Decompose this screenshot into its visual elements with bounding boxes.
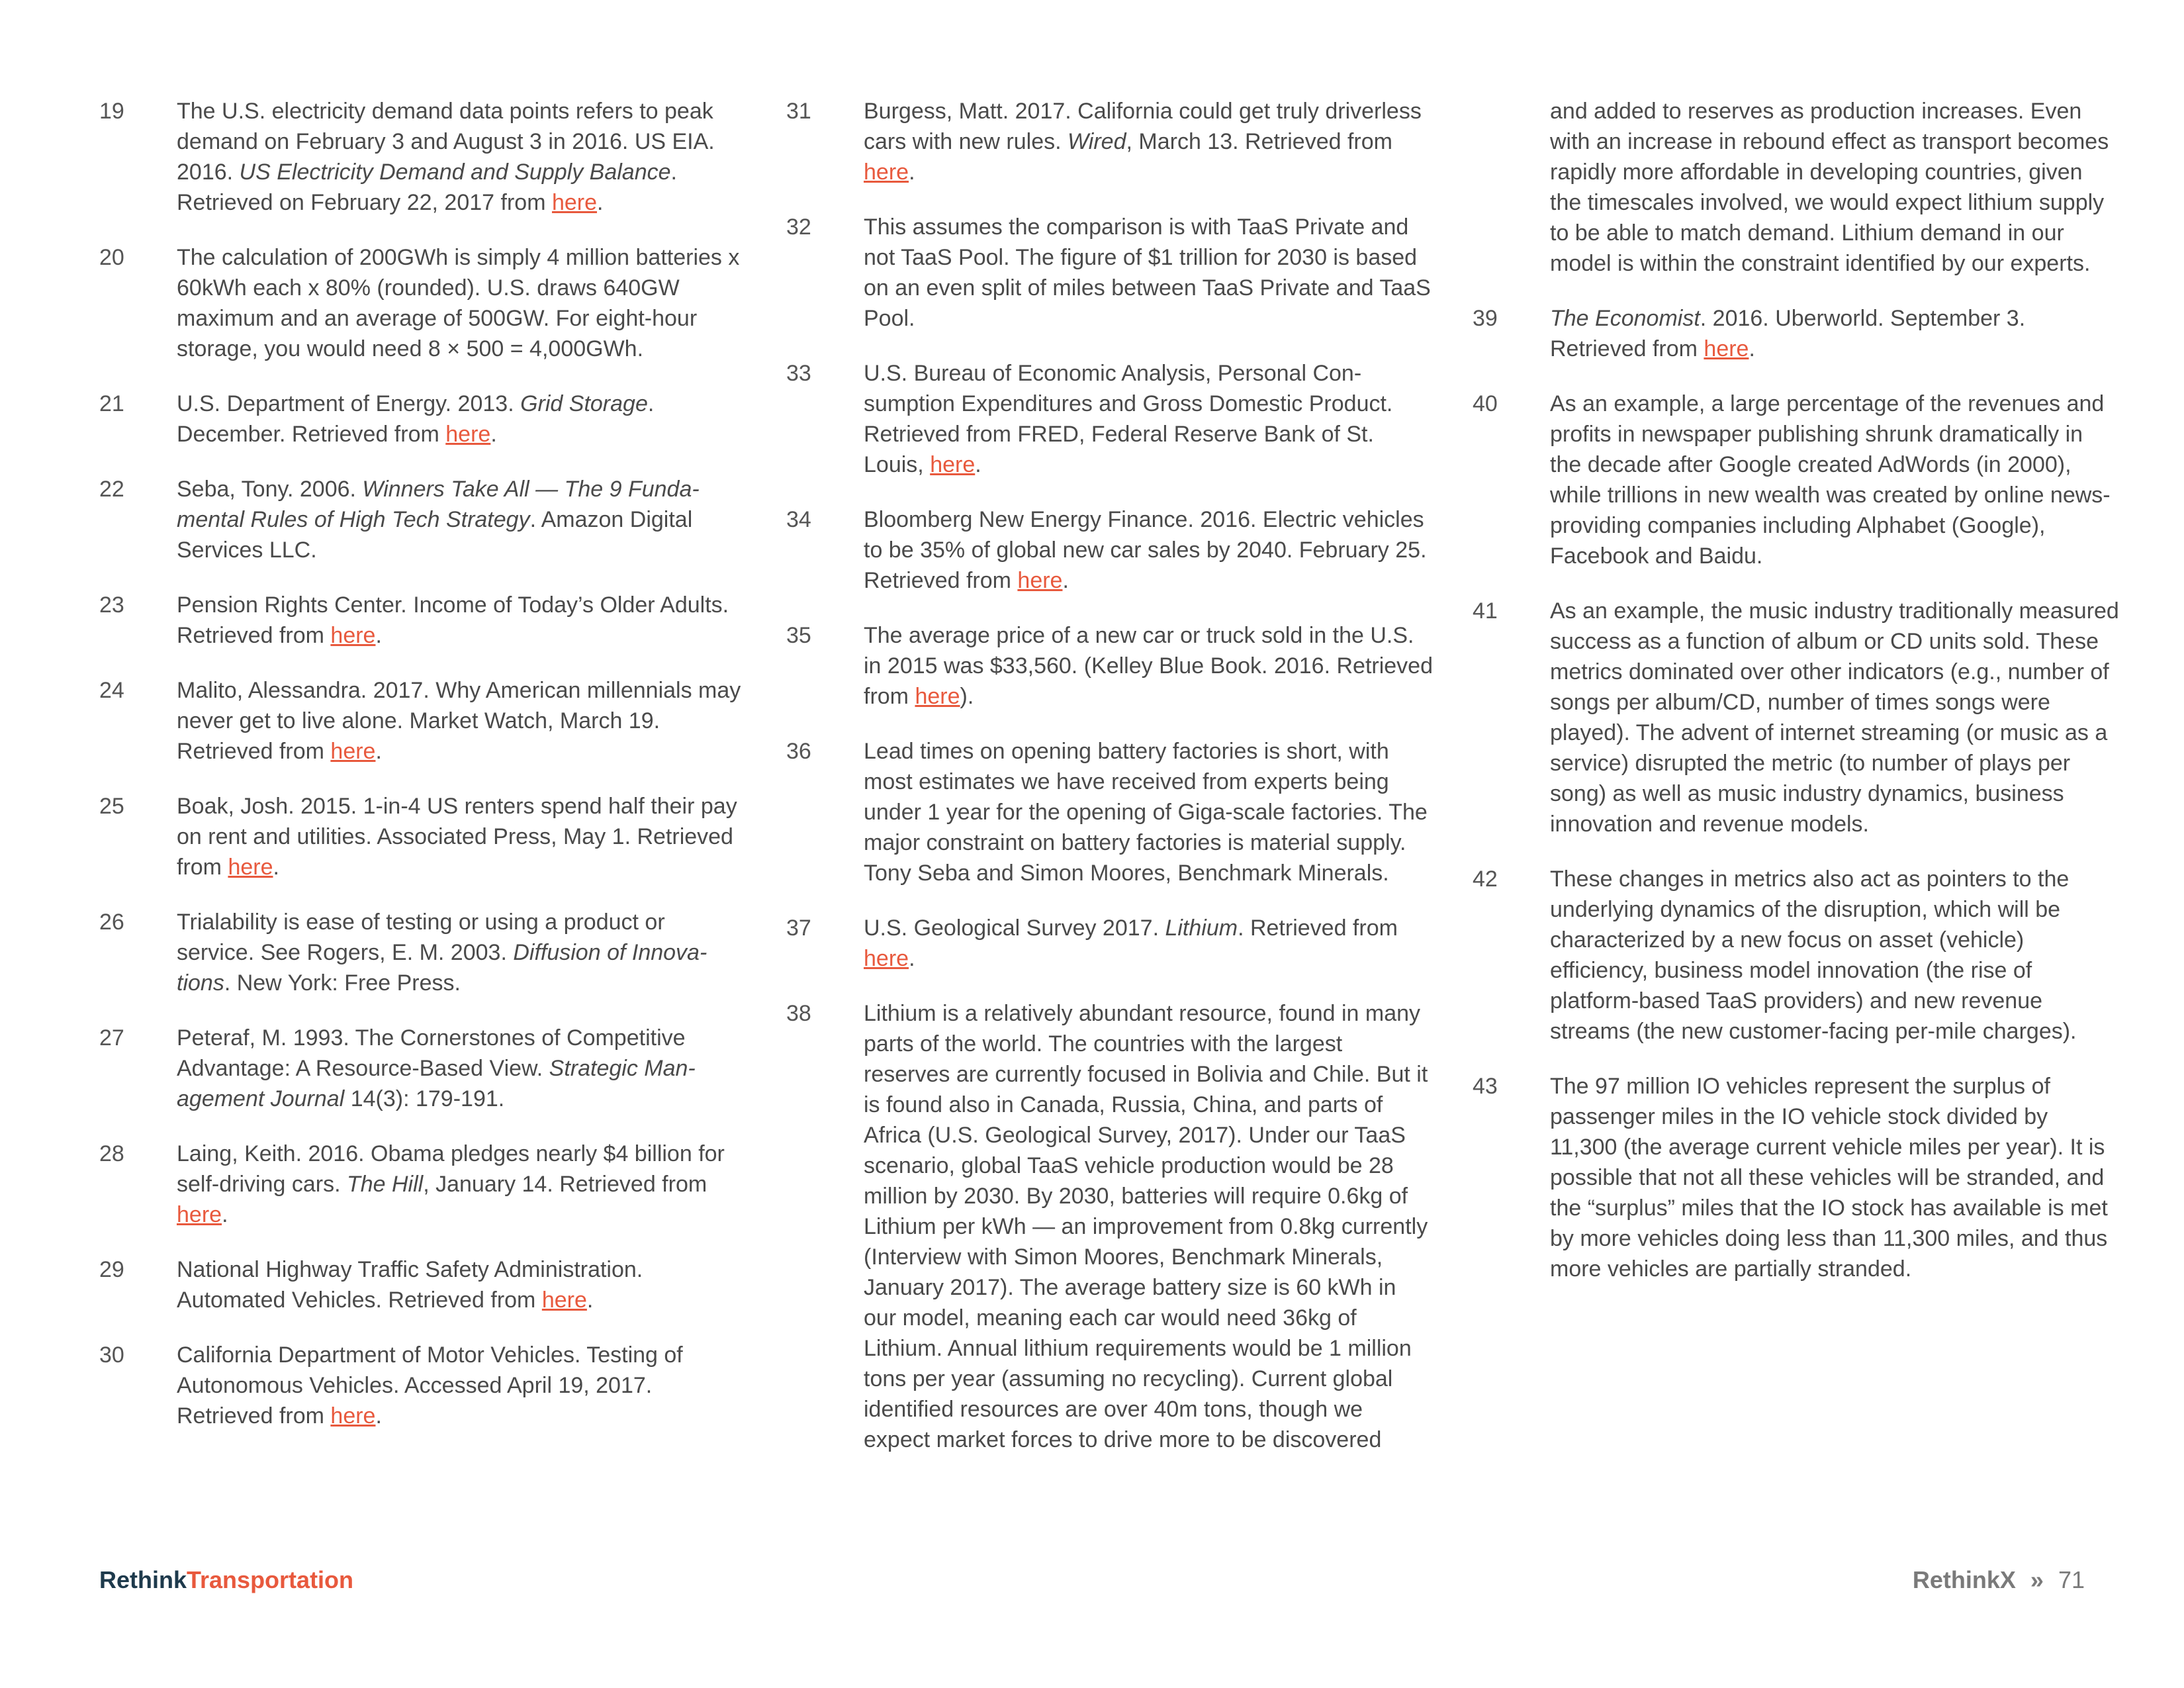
endnote-31: [786, 96, 1475, 187]
endnote-text: Peteraf, M. 1993. The Cornerstones of Competitive Advantage: A Resource-Based View. Strategic Management Journal 14(3): 179-191.: [177, 1025, 696, 1111]
endnote-32: [786, 212, 1475, 334]
endnote-text: Lithium is a relatively abundant resource, found in many parts of the world. The countries with the largest reserves are currently focused in Bolivia and Chile. But it is found also in Canada, Russia, China, and parts of Africa (U.S. Geological Survey, 2017). Under our TaaS scenario, global TaaS vehicle production would be 28 million by 2030. By 2030, batteries will require 0.6kg of Lithium per kWh — an improvement from 0.8kg currently (Interview with Simon Moores, Benchmark Minerals, January 2017). The average battery size is 60 kWh in our model, meaning each car would need 36kg of Lithium. Annual lithium requirements would be 1 million tons per year (assuming no recycling). Current global identified resources are over 40m tons, though we expect market forces to drive more to be discovered: [864, 1001, 1428, 1452]
endnote-number: 29: [99, 1257, 124, 1282]
endnote-number: 25: [99, 794, 124, 819]
endnote-text: Bloomberg New Energy Finance. 2016. Electric vehicles to be 35% of global new car sales by 2040. February 25. Retrieved from here.: [864, 507, 1427, 593]
endnote-number: 35: [786, 623, 811, 648]
here-link[interactable]: here: [864, 946, 909, 971]
endnote-number: 31: [786, 99, 811, 124]
endnote-37: [786, 913, 1475, 974]
endnote-43: [1473, 1071, 2161, 1284]
endnote-number: 42: [1473, 867, 1498, 892]
here-link[interactable]: here: [330, 739, 376, 764]
endnote-text: U.S. Bureau of Economic Analysis, Personal Consumption Expenditures and Gross Domestic Product. Retrieved from FRED, Federal Reserve Bank of St. Louis, here.: [864, 361, 1393, 477]
endnote-number: 34: [786, 507, 811, 532]
endnote-number: 36: [786, 739, 811, 764]
endnote-42: [1473, 864, 2161, 1047]
endnote-20: [99, 242, 788, 364]
publisher-name: RethinkX: [1912, 1566, 2016, 1593]
endnote-number: 41: [1473, 598, 1498, 624]
endnote-text: California Department of Motor Vehicles. Testing of Autonomous Vehicles. Accessed April 19, 2017. Retrieved from here.: [177, 1342, 683, 1429]
endnote-text: The calculation of 200GWh is simply 4 million batteries x 60kWh each x 80% (rounded). U.S. draws 640GW maximum and an average of 500GW. For eight-hour storage, you would need 8 × 500 = 4,000GWh.: [177, 245, 740, 361]
endnote-text: These changes in metrics also act as pointers to the underlying dynamics of the disruption, which will be characterized by a new focus on asset (vehicle) efficiency, business model innovation (the rise of platform-based TaaS providers) and new revenue streams (the new customer-facing per-mile charges).: [1550, 867, 2077, 1044]
here-link[interactable]: here: [330, 623, 376, 648]
here-link[interactable]: here: [551, 190, 598, 215]
endnote-number: 37: [786, 915, 811, 941]
endnote-number: 22: [99, 477, 124, 502]
endnote-text: Trialability is ease of testing or using a product or service. See Rogers, E. M. 2003. Diffusion of Innovations. New York: Free Press.: [177, 910, 707, 996]
endnote-30: [99, 1340, 788, 1431]
endnote-number: 19: [99, 99, 124, 124]
endnote-22: [99, 474, 788, 565]
endnote-text: National Highway Traffic Safety Administration. Automated Vehicles. Retrieved from here.: [177, 1257, 643, 1313]
here-link[interactable]: here: [177, 1202, 222, 1227]
endnote-25: [99, 791, 788, 882]
endnote-number: 30: [99, 1342, 124, 1368]
endnote-text: Boak, Josh. 2015. 1-in-4 US renters spend half their pay on rent and utilities. Associated Press, May 1. Retrieved from here.: [177, 794, 737, 880]
page-footer: [1913, 1565, 2085, 1595]
endnote-number: 38: [786, 1001, 811, 1026]
endnote-number: 28: [99, 1141, 124, 1166]
footer-separator: »: [2030, 1566, 2044, 1593]
here-link[interactable]: here: [1017, 568, 1063, 593]
page-number: 71: [2058, 1566, 2085, 1593]
here-link[interactable]: here: [330, 1403, 376, 1429]
endnote-19: [99, 96, 788, 218]
endnote-text: Lead times on opening battery factories is short, with most estimates we have received from experts being under 1 year for the opening of Giga-scale factories. The major constraint on battery factories is material supply. Tony Seba and Simon Moores, Benchmark Minerals.: [864, 739, 1428, 886]
endnote-number: 23: [99, 592, 124, 618]
endnote-number: 27: [99, 1025, 124, 1051]
endnote-number: 43: [1473, 1074, 1498, 1099]
endnote-text: and added to reserves as production increases. Even with an increase in rebound effect as transport becomes rapidly more affordable in developing countries, given the timescales involved, we would expect lithium supply to be able to match demand. Lithium demand in our model is within the constraint identified by our experts.: [1550, 99, 2109, 276]
here-link[interactable]: here: [445, 422, 491, 447]
endnote-text: U.S. Department of Energy. 2013. Grid Storage. December. Retrieved from here.: [177, 391, 655, 447]
here-link[interactable]: here: [1704, 336, 1749, 361]
endnote-35: [786, 620, 1475, 712]
endnote-number: 26: [99, 910, 124, 935]
endnote-40: [1473, 389, 2161, 571]
endnote-text: The U.S. electricity demand data points refers to peak demand on February 3 and August 3 in 2016. US EIA. 2016. US Electricity Demand and Supply Balance. Retrieved on February 22, 2017 from here.: [177, 99, 715, 215]
endnote-text: Malito, Alessandra. 2017. Why American millennials may never get to live alone. Market Watch, March 19. Retrieved from here.: [177, 678, 741, 764]
endnote-28: [99, 1139, 788, 1230]
endnote-27: [99, 1023, 788, 1114]
endnote-number: 33: [786, 361, 811, 386]
endnote-number: 21: [99, 391, 124, 416]
endnote-24: [99, 675, 788, 767]
brand-part-transportation: Transportation: [187, 1566, 354, 1593]
endnote-39: [1473, 303, 2161, 364]
endnote-23: [99, 590, 788, 651]
endnote-text: Laing, Keith. 2016. Obama pledges nearly $4 billion for self-driving cars. The Hill, January 14. Retrieved from here.: [177, 1141, 725, 1227]
endnote-text: The 97 million IO vehicles represent the surplus of passenger miles in the IO vehicle stock divided by 11,300 (the average current vehicle miles per year). It is possible that not all these vehicles will be stranded, and the “surplus” miles that the IO stock has available is met by more vehicles doing less than 11,300 miles, and thus more vehicles are partially stranded.: [1550, 1074, 2108, 1282]
endnote-number: 39: [1473, 306, 1498, 331]
here-link[interactable]: here: [541, 1288, 587, 1313]
endnote-38-continued: [1550, 96, 2161, 279]
endnote-36: [786, 736, 1475, 888]
endnote-text: U.S. Geological Survey 2017. Lithium. Retrieved from here.: [864, 915, 1398, 971]
brand-wordmark: [99, 1565, 353, 1595]
endnote-26: [99, 907, 788, 998]
endnote-text: Seba, Tony. 2006. Winners Take All — The 9 Fundamental Rules of High Tech Strategy. Amazon Digital Services LLC.: [177, 477, 700, 563]
endnote-21: [99, 389, 788, 449]
here-link[interactable]: here: [915, 684, 960, 709]
endnote-number: 32: [786, 214, 811, 240]
endnote-text: Burgess, Matt. 2017. California could get truly driverless cars with new rules. Wired, March 13. Retrieved from here.: [864, 99, 1422, 185]
endnote-text: The average price of a new car or truck sold in the U.S. in 2015 was $33,560. (Kelley Blue Book. 2016. Retrieved from here).: [864, 623, 1433, 709]
endnote-text: Pension Rights Center. Income of Today’s Older Adults. Retrieved from here.: [177, 592, 729, 648]
endnote-29: [99, 1254, 788, 1315]
endnote-text: As an example, the music industry traditionally measured success as a function of album or CD units sold. These metrics dominated over other indicators (e.g., number of songs per album/CD, number of times songs were played). The advent of internet streaming (or music as a service) disrupted the metric (to number of plays per song) as well as music industry dynamics, business innovation and revenue models.: [1550, 598, 2119, 837]
notes-column-1: [99, 96, 788, 1456]
endnote-number: 24: [99, 678, 124, 703]
endnote-text: This assumes the comparison is with TaaS Private and not TaaS Pool. The figure of $1 trillion for 2030 is based on an even split of miles between TaaS Private and TaaS Pool.: [864, 214, 1431, 331]
endnote-34: [786, 504, 1475, 596]
endnote-38: [786, 998, 1475, 1455]
endnote-text: The Economist. 2016. Uberworld. September 3. Retrieved from here.: [1550, 306, 2026, 361]
endnote-33: [786, 358, 1475, 480]
here-link[interactable]: here: [228, 855, 273, 880]
endnote-41: [1473, 596, 2161, 839]
here-link[interactable]: here: [930, 452, 976, 477]
endnote-number: 20: [99, 245, 124, 270]
notes-column-3: [1473, 96, 2161, 1309]
endnote-text: As an example, a large percentage of the revenues and profits in newspaper publishing shrunk dramatically in the decade after Google created AdWords (in 2000), while trillions in new wealth was created by online news-providing companies including Alphabet (Google), Facebook and Baidu.: [1550, 391, 2111, 569]
notes-column-2: [786, 96, 1475, 1479]
brand-part-rethink: Rethink: [99, 1566, 187, 1593]
endnote-number: 40: [1473, 391, 1498, 416]
here-link[interactable]: here: [864, 160, 909, 185]
